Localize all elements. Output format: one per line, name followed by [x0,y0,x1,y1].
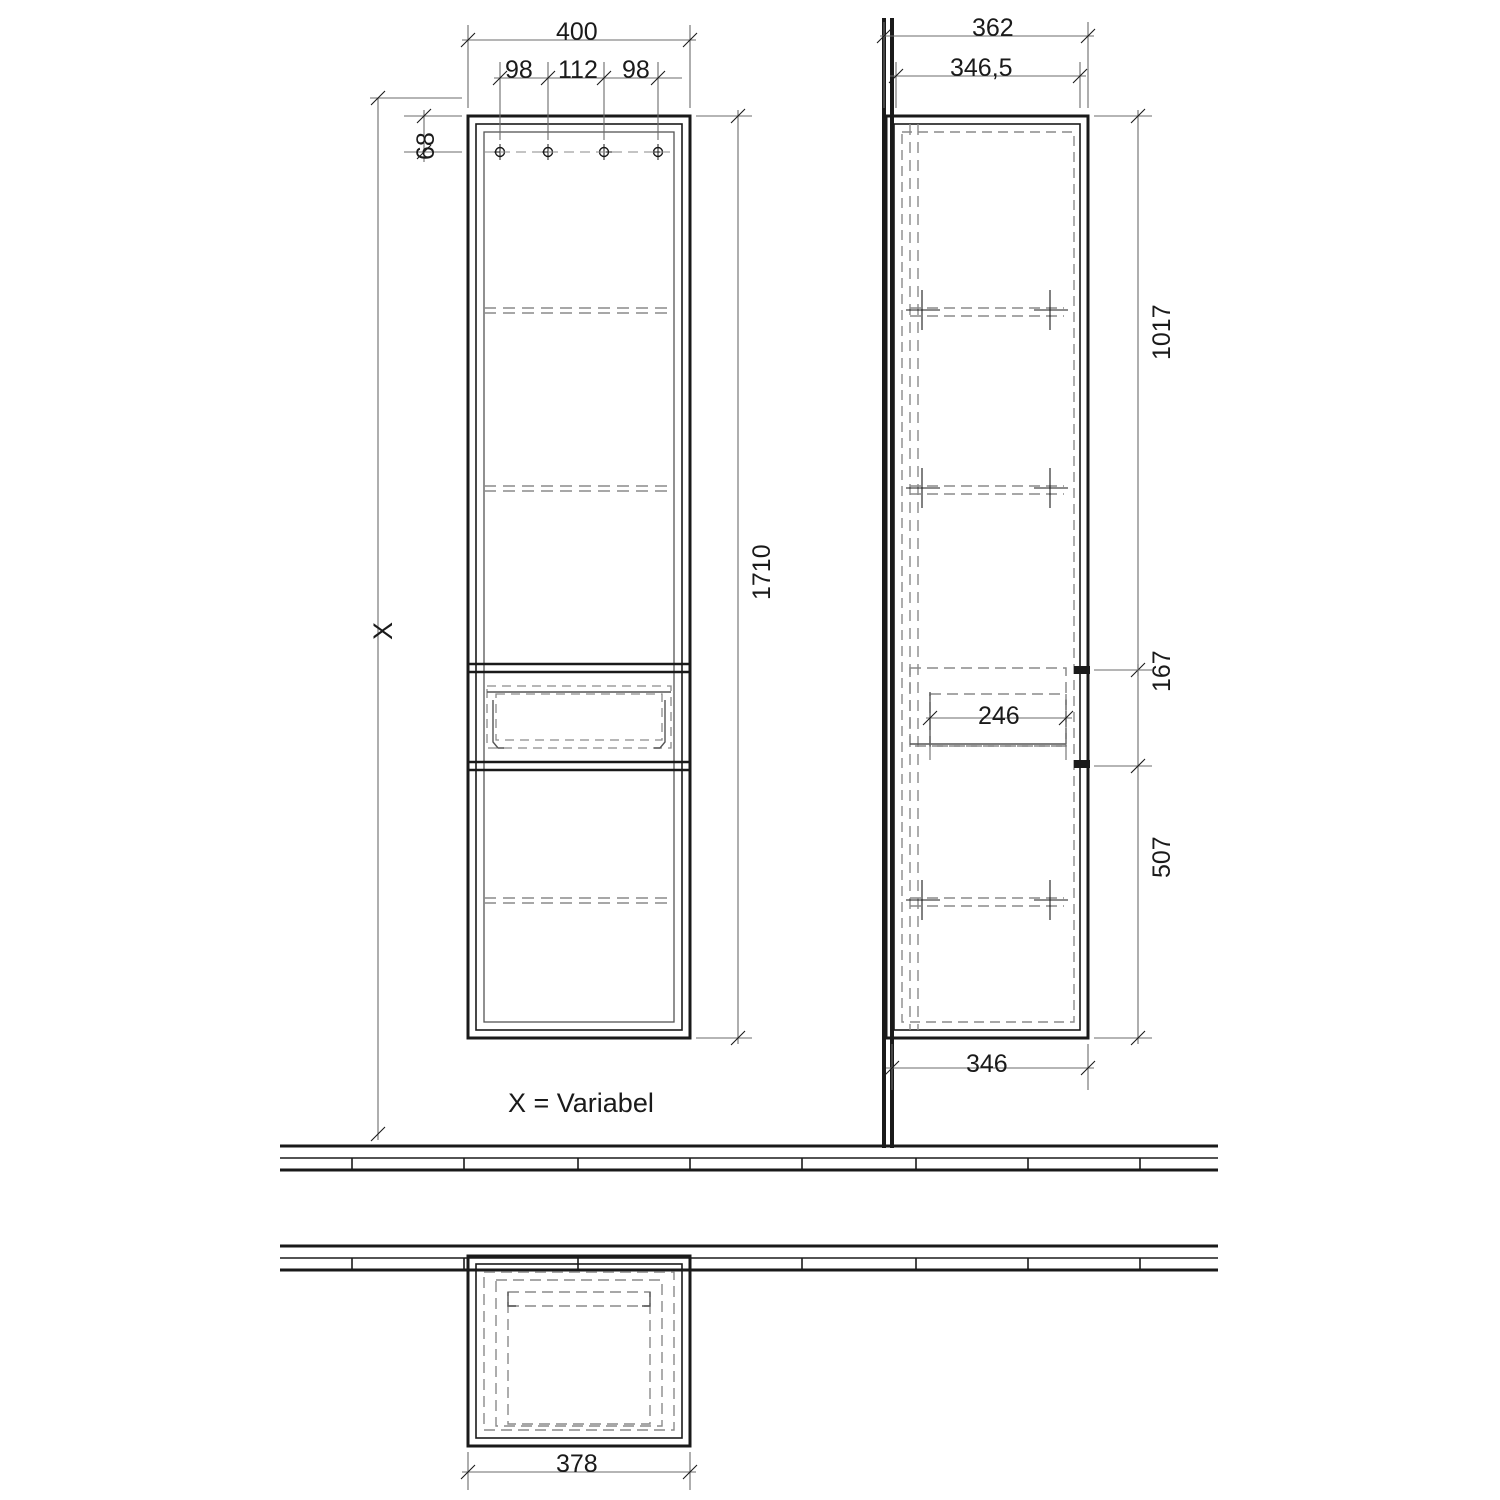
dim-front-overall-width: 400 [556,18,598,46]
dim-side-drawer-depth: 246 [978,702,1020,730]
front-drawer-dashed [487,686,671,748]
dim-side-depth-body: 346,5 [950,54,1013,82]
dim-side-depth-total: 362 [972,14,1014,42]
dim-front-overall-height: 1710 [748,544,776,600]
front-hidden-shelves [484,308,674,903]
floor-band-upper [280,1146,1218,1170]
side-wall-panel [884,18,892,1148]
dim-front-top-offset: 68 [412,132,440,160]
dim-side-depth-base: 346 [966,1050,1008,1078]
dim-plan-width: 378 [556,1450,598,1478]
note-variable: X = Variabel [508,1088,654,1118]
front-drawer-band [468,664,690,770]
dim-side-lower-section: 507 [1148,836,1176,878]
dim-front-variable: X [368,621,398,640]
floor-band-lower [280,1246,1218,1270]
side-hidden-door [902,124,1074,1030]
dim-front-hole-center: 112 [558,56,598,84]
front-elevation-outline [468,116,690,1038]
dim-side-upper-section: 1017 [1148,304,1176,360]
front-dimension-lines [370,25,752,1141]
front-mounting-holes [484,144,674,160]
dim-front-hole-left: 98 [505,56,533,84]
dim-side-drawer-section: 167 [1148,650,1176,692]
side-shelves [906,290,1068,920]
plan-view-dashed [484,1272,674,1430]
plan-view-handle [508,1292,650,1306]
plan-view-outline [468,1256,690,1446]
dim-front-hole-right: 98 [622,56,650,84]
front-inner-lines [484,132,674,1022]
